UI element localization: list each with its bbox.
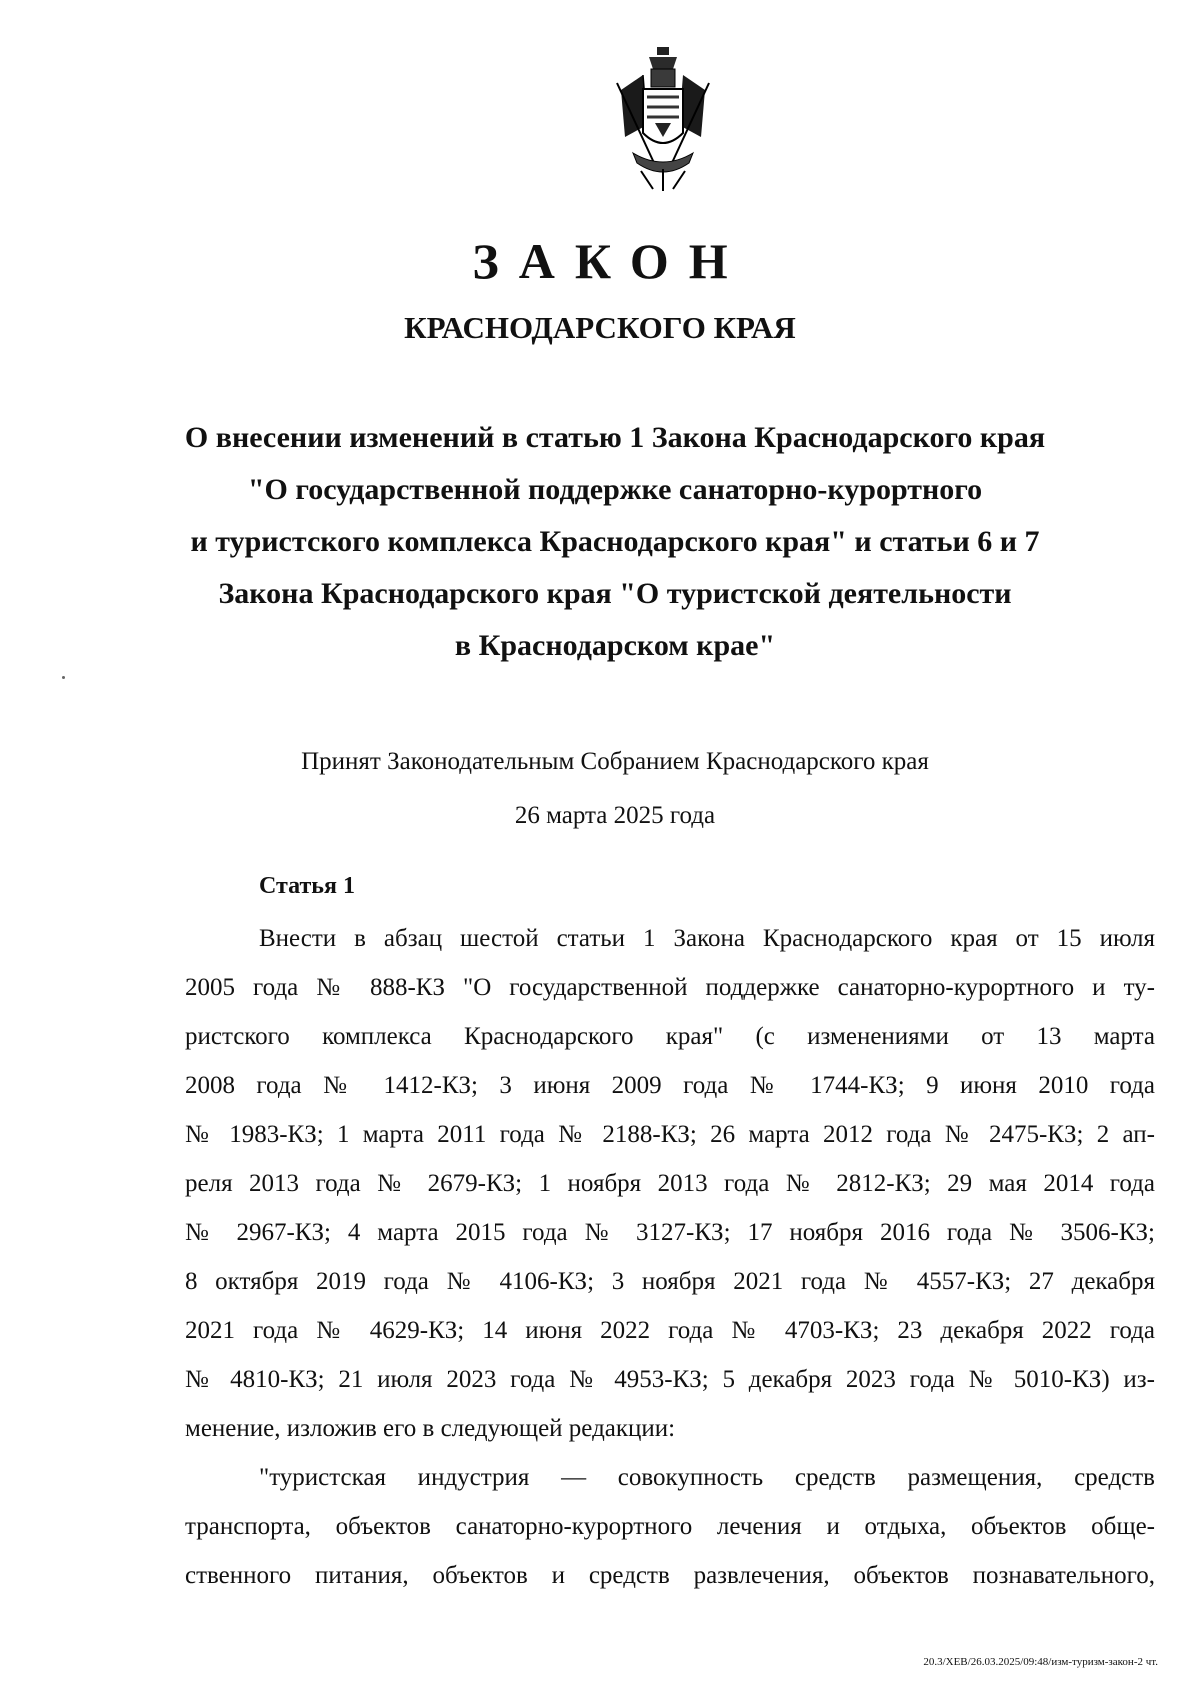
text-line: "туристская индустрия — совокупность средств размещения, средств [259, 1464, 1155, 1491]
text-line: 8 октября 2019 года № 4106-КЗ; 3 ноября 2021 года № 4557-КЗ; 27 декабря [185, 1268, 1155, 1295]
document-footer-stamp: 20.3/ХЕВ/26.03.2025/09:48/изм-туризм-закон-2 чт. [923, 1656, 1158, 1668]
text-line: транспорта, объектов санаторно-курортного лечения и отдыха, объектов обще- [185, 1513, 1155, 1540]
law-name-line: О внесении изменений в статью 1 Закона Краснодарского края [184, 421, 1046, 454]
law-name-line: в Краснодарском крае" [454, 629, 776, 662]
article-heading: Статья 1 [259, 873, 355, 899]
coat-of-arms-emblem [603, 45, 723, 195]
law-name-line: и туристского комплекса Краснодарского края" и статьи 6 и 7 [190, 525, 1040, 558]
text-line: менение, изложив его в следующей редакции: [185, 1415, 676, 1442]
adoption-note [0, 735, 1200, 843]
text-line: Внести в абзац шестой статьи 1 Закона Краснодарского края от 15 июля [259, 925, 1155, 952]
article-paragraph-2 [185, 1453, 1155, 1600]
text-line: № 2967-КЗ; 4 марта 2015 года № 3127-КЗ; 17 ноября 2016 года № 3506-КЗ; [185, 1219, 1155, 1246]
document-title: ЗАКОН [472, 233, 748, 289]
document-subtitle: КРАСНОДАРСКОГО КРАЯ [404, 310, 796, 345]
law-name-line: Закона Краснодарского края "О туристской деятельности [218, 577, 1012, 610]
text-line: № 4810-КЗ; 21 июля 2023 года № 4953-КЗ; 5 декабря 2023 года № 5010-КЗ) из- [185, 1366, 1155, 1393]
law-name [150, 412, 1080, 672]
text-line: 2021 года № 4629-КЗ; 14 июня 2022 года № 4703-КЗ; 23 декабря 2022 года [185, 1317, 1155, 1344]
text-line: 2005 года № 888-КЗ "О государственной поддержке санаторно-курортного и ту- [185, 974, 1155, 1001]
adoption-date: 26 марта 2025 года [514, 802, 716, 829]
scan-artifact-dot [62, 676, 65, 679]
text-line: ственного питания, объектов и средств развлечения, объектов познавательного, [185, 1562, 1155, 1589]
text-line: реля 2013 года № 2679-КЗ; 1 ноября 2013 года № 2812-КЗ; 29 мая 2014 года [185, 1170, 1155, 1197]
article-paragraph-1 [185, 914, 1155, 1453]
text-line: 2008 года № 1412-КЗ; 3 июня 2009 года № 1744-КЗ; 9 июня 2010 года [185, 1072, 1155, 1099]
text-line: ристского комплекса Краснодарского края" (с изменениями от 13 марта [185, 1023, 1155, 1050]
law-name-line: "О государственной поддержке санаторно-курортного [247, 473, 983, 506]
text-line: № 1983-КЗ; 1 марта 2011 года № 2188-КЗ; 26 марта 2012 года № 2475-КЗ; 2 ап- [185, 1121, 1155, 1148]
adoption-body: Принят Законодательным Собранием Краснодарского края [301, 748, 929, 775]
